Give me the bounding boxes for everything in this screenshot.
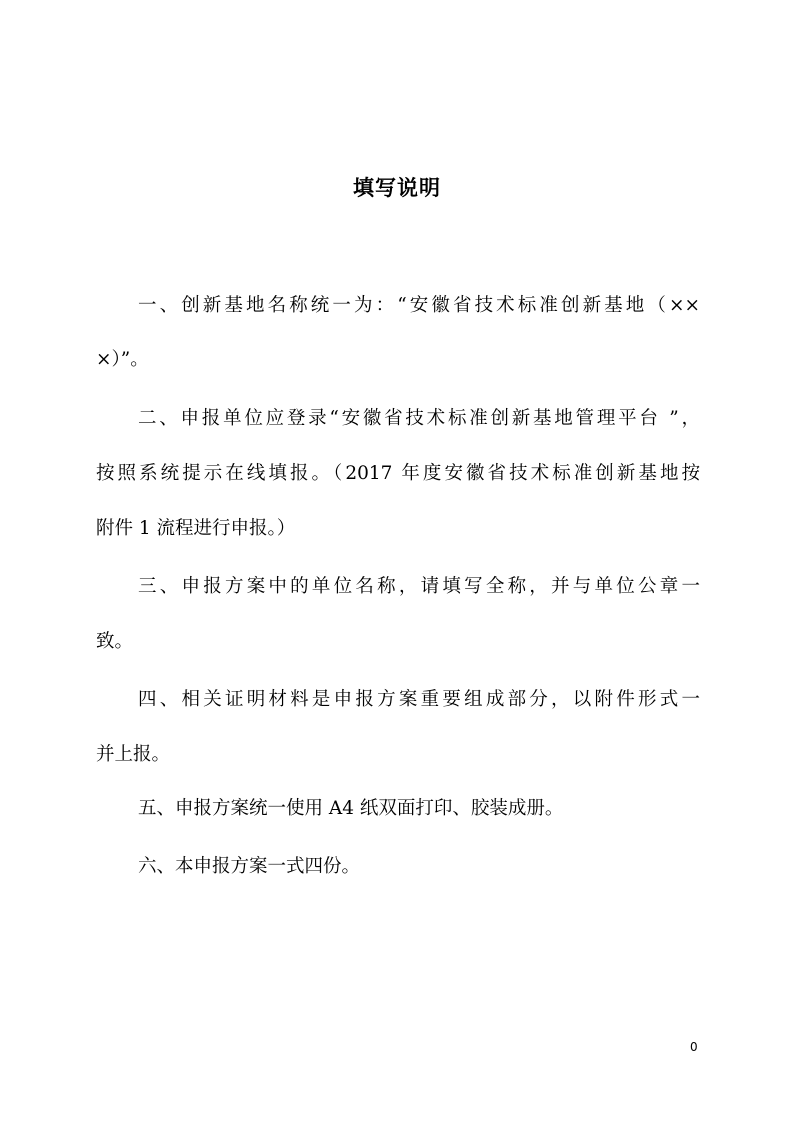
item-6-line-1: 六、本申报方案一式四份。 xyxy=(138,856,361,877)
item-1-line-2: ×）”。 xyxy=(96,349,149,370)
item-2-line-3: 附件 1 流程进行申报。） xyxy=(96,518,296,539)
item-4-line-2: 并上报。 xyxy=(96,744,171,765)
item-4-line-1: 四、相关证明材料是申报方案重要组成部分，以附件形式一 xyxy=(138,689,700,710)
item-2-line-1: 二、申报单位应登录“安徽省技术标准创新基地管理平台 ”， xyxy=(138,408,700,429)
item-5-line-1: 五、申报方案统一使用 A4 纸双面打印、胶装成册。 xyxy=(138,798,564,819)
page-title: 填写说明 xyxy=(353,176,441,200)
item-3-line-1: 三、申报方案中的单位名称，请填写全称，并与单位公章一 xyxy=(138,576,700,597)
item-2-line-2: 按照系统提示在线填报。（2017 年度安徽省技术标准创新基地按 xyxy=(96,463,700,484)
page-number: 0 xyxy=(690,1040,698,1054)
item-1-line-1: 一、创新基地名称统一为：“安徽省技术标准创新基地（×× xyxy=(138,295,700,316)
item-3-line-2: 致。 xyxy=(96,631,134,652)
